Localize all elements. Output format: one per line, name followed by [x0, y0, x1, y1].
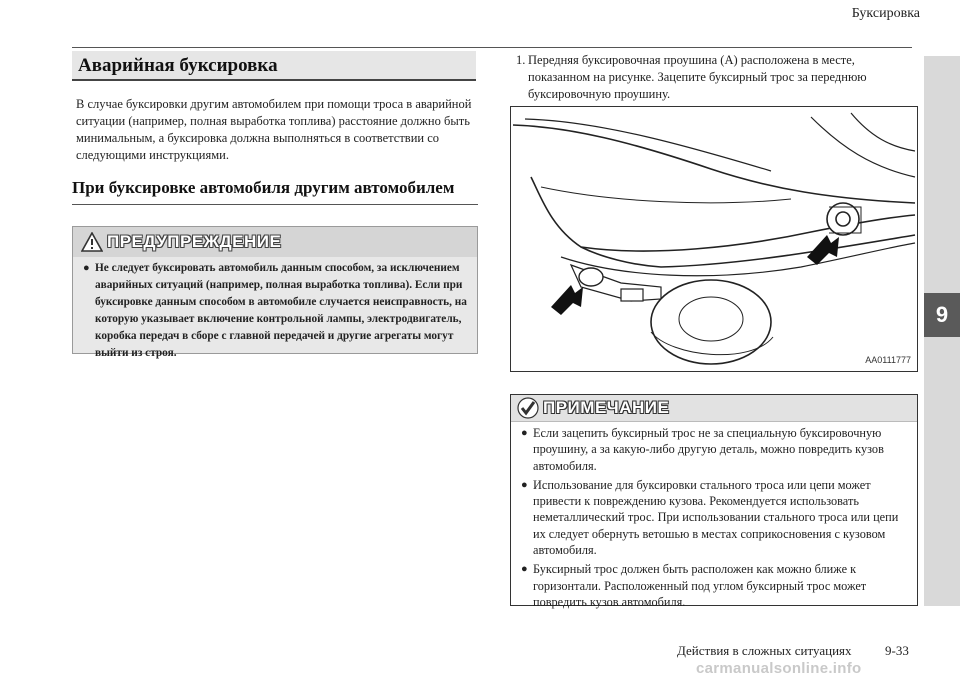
warning-header — [73, 227, 477, 257]
section-title-box — [72, 51, 476, 81]
note-item-text: Если зацепить буксирный трос не за специальную буксировочную проушину, а за какую-либо другую деталь, можно повредить кузов автомобиля. — [533, 426, 884, 473]
running-header: Буксировка — [851, 6, 920, 21]
subheading: При буксировке автомобиля другим автомобилем — [72, 178, 478, 205]
watermark: carmanualsonline.info — [696, 660, 862, 677]
note-box — [510, 394, 918, 609]
page-number: 9-33 — [885, 643, 909, 658]
note-item-text: Буксирный трос должен быть расположен как можно ближе к горизонтали. Расположенный под углом буксирный трос может повредить кузов автомобиля. — [533, 562, 867, 609]
checkmark-icon — [517, 397, 539, 419]
section-title: Аварийная буксировка — [78, 55, 278, 76]
warning-label: ПРЕДУПРЕЖДЕНИЕ — [107, 232, 282, 251]
bullet-icon: ● — [521, 563, 528, 576]
note-item-text: Использование для буксировки стального троса или цепи может привести к повреждению кузова. Рекомендуется использовать неметаллический трос. При использовании стального троса или цепи их следует обернуть ветошью в местах соприкосновения с кузовом автомобиля. — [533, 477, 899, 558]
figure-code: AA0111777 — [865, 355, 911, 365]
warning-box — [72, 226, 478, 359]
warning-triangle-icon — [81, 232, 103, 252]
bullet-icon: ● — [521, 478, 528, 491]
arrow-icon — [551, 285, 583, 315]
warning-text: Не следует буксировать автомобиль данным способом, за исключением аварийных ситуаций (например, полная выработка топлива). Если при буксировке данным способом в автомобиле случается неисправность, на которую указывает включение контрольной лампы, электродвигатель, коробка передач в сборе с главной передачей и другие агрегаты могут выйти из строя. — [95, 262, 467, 359]
note-item — [511, 425, 917, 474]
chapter-badge: 9 — [924, 293, 960, 337]
note-item — [511, 561, 917, 610]
bullet-icon: ● — [521, 427, 528, 439]
note-item — [511, 477, 917, 558]
header-rule — [72, 47, 912, 48]
note-header — [511, 395, 917, 422]
footer-section-title: Действия в сложных ситуациях — [677, 643, 852, 658]
step-text: Передняя буксировочная проушина (A) расположена в месте, показанном на рисунке. Зацепите буксирный трос за переднюю буксировочную проушину. — [528, 53, 867, 101]
bullet-icon: ● — [83, 262, 90, 274]
car-underbody-illustration — [511, 107, 917, 371]
warning-item — [73, 257, 477, 362]
intro-paragraph: В случае буксировки другим автомобилем при помощи троса в аварийной ситуации (например, полная выработка топлива) расстояние должно быть минимальным, а буксировка должна выполняться в соответствии со следующими инструкциями. — [76, 97, 472, 162]
step-number: 1. — [516, 53, 526, 67]
step-1 — [516, 52, 916, 103]
tow-hook-figure — [510, 106, 918, 372]
note-label: ПРИМЕЧАНИЕ — [543, 398, 670, 417]
